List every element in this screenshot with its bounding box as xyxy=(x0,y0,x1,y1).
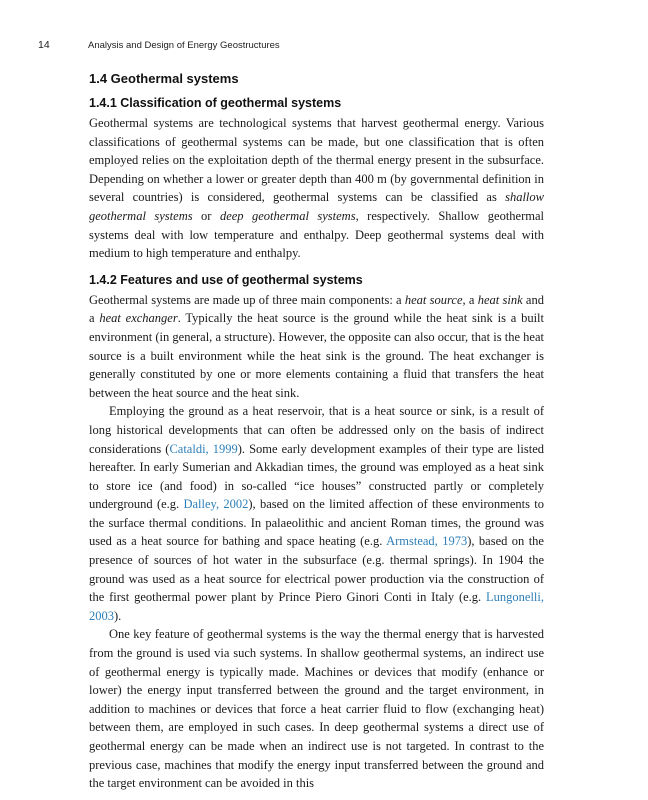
running-header xyxy=(38,39,280,51)
paragraph-components: Geothermal systems are made up of three main components: a heat source, a heat sink and a heat exchanger. Typically the heat source is the ground while the heat sink is a built environment (in general, a structure). However, the opposite can also occur, that is the heat source is a built environment while the heat sink is the ground. The heat exchanger is generally constituted by one or more elements containing a fluid that transfers the heat between the heat source and the heat sink. xyxy=(89,292,544,400)
section-heading: 1.4 Geothermal systems xyxy=(89,71,239,86)
paragraph-key-feature: One key feature of geothermal systems is the way the thermal energy that is harvested from the ground is used via such systems. In shallow geothermal systems, an indirect use of geothermal energy is typically made. Machines or devices that modify (enhance or lower) the energy input transferred between the ground and the target environment, in addition to machines or devices that force a heat carrier fluid to flow (exchanging heat) between them, are employed in such cases. In deep geothermal systems a direct use of geothermal energy can be made when an indirect use is not targeted. In contrast to the previous case, machines that modify the energy input transferred between the ground and the target environment can be avoided in this xyxy=(89,627,544,791)
citation-link[interactable]: Cataldi, 1999 xyxy=(169,441,238,456)
citation-link[interactable]: Dalley, 2002 xyxy=(183,497,249,512)
book-title: Analysis and Design of Energy Geostructures xyxy=(88,40,280,51)
term-deep: deep geothermal systems xyxy=(219,208,356,223)
term-heat-exchanger: heat exchanger xyxy=(99,311,178,326)
paragraph-classification: Geothermal systems are technological systems that harvest geothermal energy. Various classifications of geothermal systems can be made, but one classification that is often employed relies on the exploitation depth of the thermal energy present in the subsurface. Depending on whether a lower or greater depth than 400 m (by governmental definition in several countries) is considered, geothermal systems can be classified as shallow geothermal systems or deep geothermal systems, respectively. Shallow geothermal systems deal with low temperature and enthalpy. Deep geothermal systems deal with medium to high temperature and enthalpy. xyxy=(89,116,545,261)
citation-link[interactable]: Lungonelli, 2003 xyxy=(89,590,544,623)
page-number: 14 xyxy=(38,39,50,51)
term-heat-source: heat source xyxy=(404,292,463,307)
page-content xyxy=(89,70,544,793)
citation-link[interactable]: Armstead, 1973 xyxy=(386,534,468,549)
term-shallow: shallow geothermal systems xyxy=(89,190,544,223)
term-heat-sink: heat sink xyxy=(477,292,523,307)
subsection-heading-features: 1.4.2 Features and use of geothermal systems xyxy=(89,272,363,287)
paragraph-history: Employing the ground as a heat reservoir, that is a heat source or sink, is a result of long historical developments that can often be addressed only on the basis of indirect considerations (Cataldi, 1999). Some early development examples of their type are listed hereafter. In early Sumerian and Akkadian times, the ground was employed as a heat sink to store ice (and food) in so-called “ice houses” constructed partly or completely underground (e.g. Dalley, 2002), based on the limited affection of these environments to the surface thermal conditions. In palaeolithic and ancient Roman times, the ground was used as a heat source for bathing and space heating (e.g. Armstead, 1973), based on the presence of sources of hot water in the subsurface (e.g. thermal springs). In 1904 the ground was used as a heat source for electrical power production via the construction of the first geothermal power plant by Prince Piero Ginori Conti in Italy (e.g. Lungonelli, 2003). xyxy=(89,404,545,623)
subsection-heading-classification: 1.4.1 Classification of geothermal systems xyxy=(89,96,342,110)
